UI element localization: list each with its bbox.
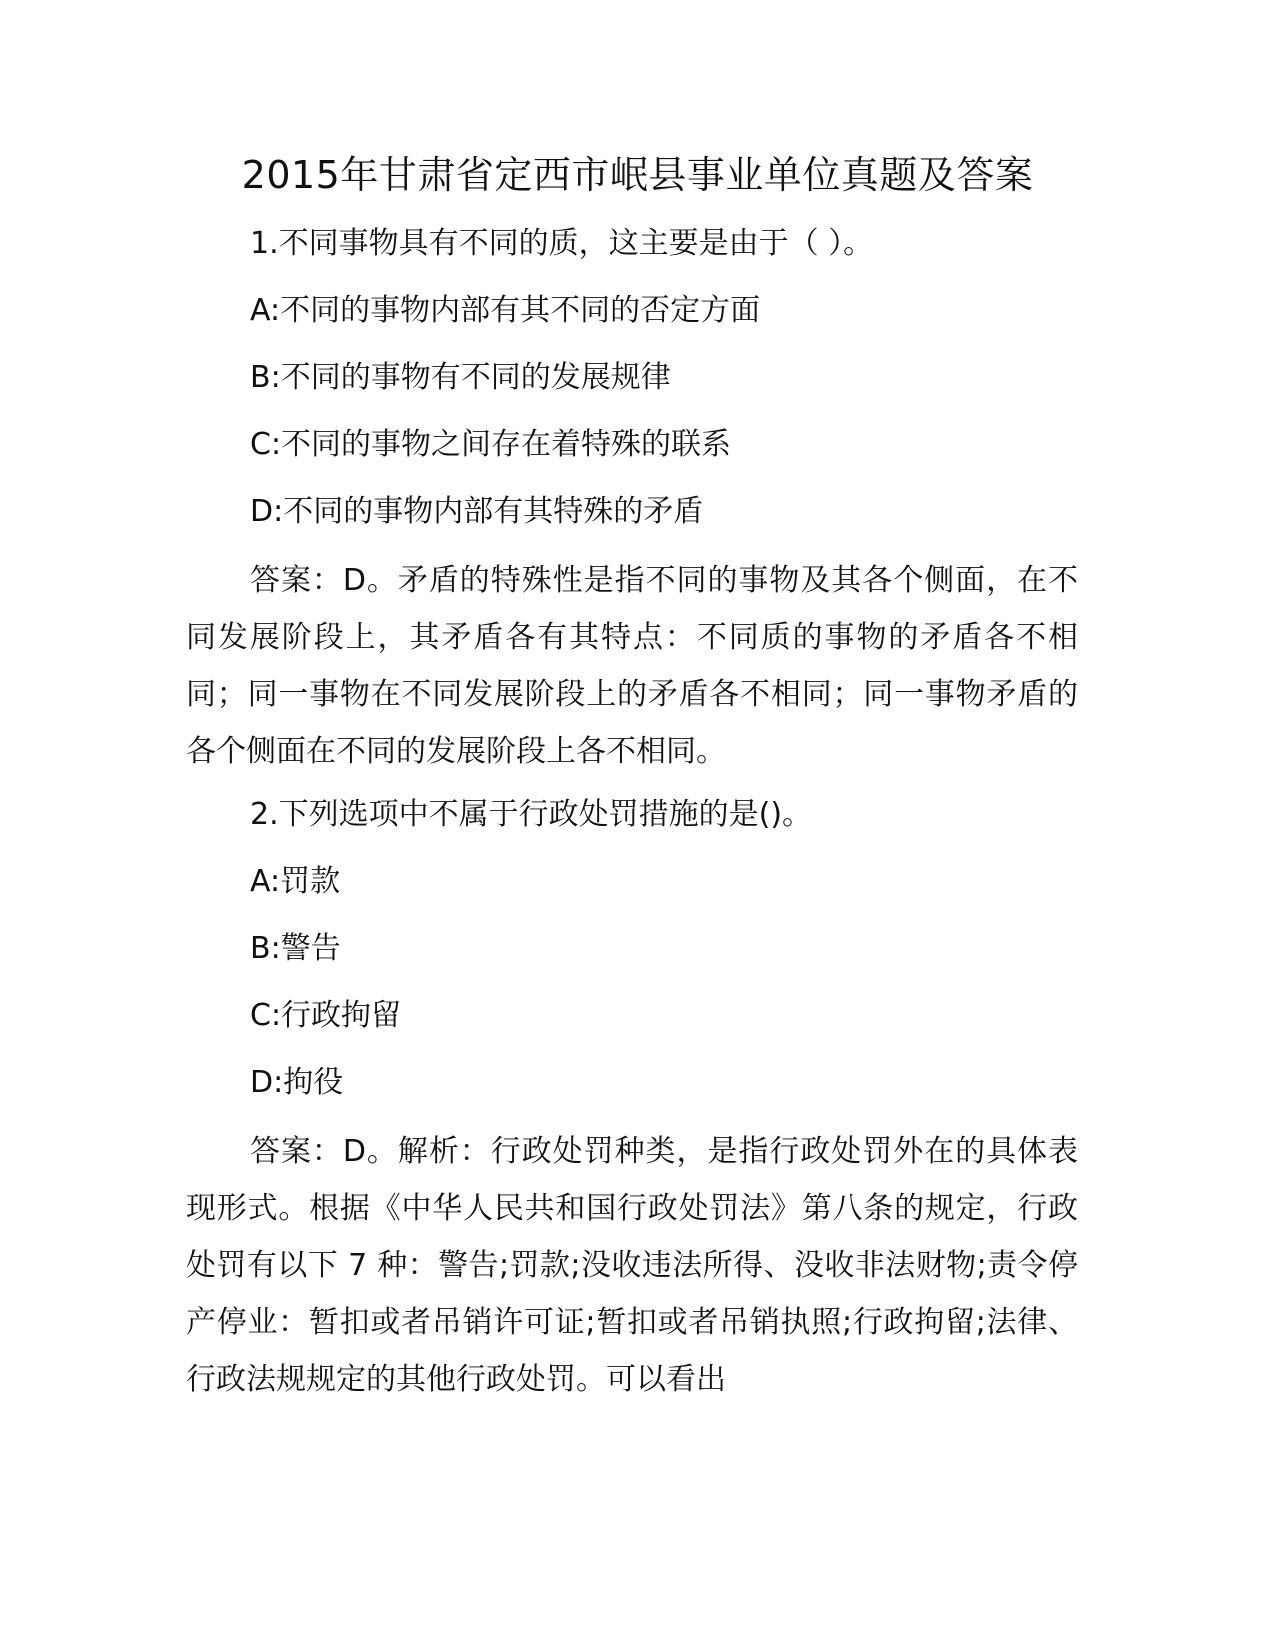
question-2: 2.下列选项中不属于行政处罚措施的是()。 xyxy=(250,797,813,832)
q2-option-a: A:罚款 xyxy=(250,864,341,899)
q2-option-c: C:行政拘留 xyxy=(250,998,402,1033)
q1-answer: 答案：D。矛盾的特殊性是指不同的事物及其各个侧面，在不同发展阶段上，其矛盾各有其特点：不同质的事物的矛盾各不相同；同一事物在不同发展阶段上的矛盾各不相同；同一事物矛盾的各个侧面在不同的发展阶段上各不相同。 xyxy=(186,563,1078,769)
q1-option-d: D:不同的事物内部有其特殊的矛盾 xyxy=(250,494,704,529)
q1-option-a: A:不同的事物内部有其不同的否定方面 xyxy=(250,293,761,328)
q1-option-c: C:不同的事物之间存在着特殊的联系 xyxy=(250,427,732,462)
q2-option-b: B:警告 xyxy=(250,931,341,966)
question-1: 1.不同事物具有不同的质，这主要是由于（ ）。 xyxy=(250,226,874,261)
document-title: 2015年甘肃省定西市岷县事业单位真题及答案 xyxy=(241,153,1034,197)
q2-option-d: D:拘役 xyxy=(250,1065,344,1100)
q1-option-b: B:不同的事物有不同的发展规律 xyxy=(250,360,671,395)
q2-answer: 答案：D。解析：行政处罚种类，是指行政处罚外在的具体表现形式。根据《中华人民共和国行政处罚法》第八条的规定，行政处罚有以下 7 种：警告;罚款;没收违法所得、没收非法财物;责令停产停业：暂扣或者吊销许可证;暂扣或者吊销执照;行政拘留;法律、行政法规规定的其他行政处罚。可以看出 xyxy=(186,1134,1078,1397)
